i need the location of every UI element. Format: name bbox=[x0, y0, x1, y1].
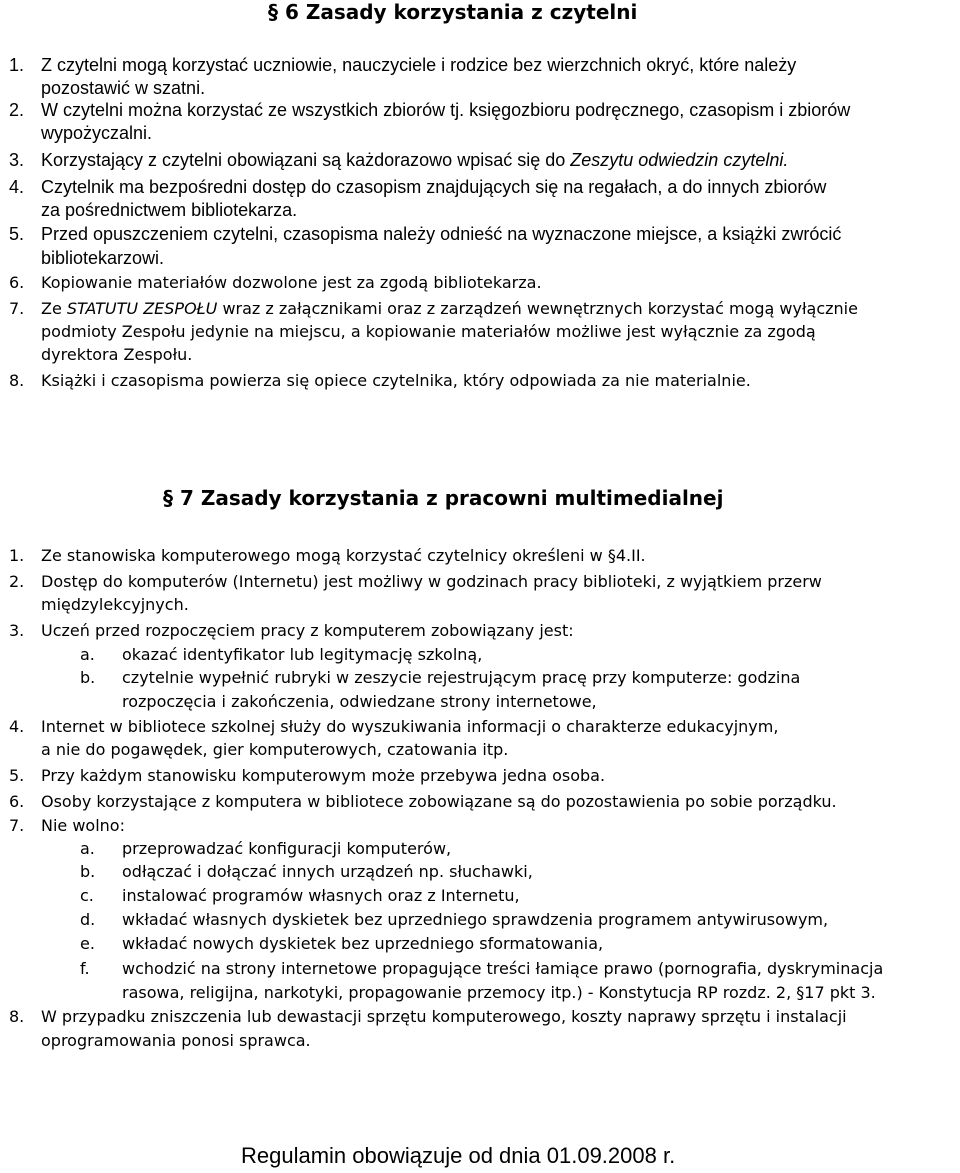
s7-item3b-line1: czytelnie wypełnić rubryki w zeszycie rejestrującym pracę przy komputerze: godzina bbox=[122, 668, 801, 687]
s6-item2-line2: wypożyczalni. bbox=[41, 123, 153, 143]
s7-item1-number: 1. bbox=[9, 546, 25, 565]
s7-item7d-line1: wkładać własnych dyskietek bez uprzedniego sprawdzenia programem antywirusowym, bbox=[122, 910, 829, 929]
s7-item4-line2: a nie do pogawędek, gier komputerowych, czatowania itp. bbox=[41, 740, 509, 759]
s7-item3-number: 3. bbox=[9, 621, 25, 640]
s6-item4-number: 4. bbox=[9, 177, 25, 197]
section-7-heading: § 7 Zasady korzystania z pracowni multimedialnej bbox=[163, 486, 724, 510]
s7-item4-line1: Internet w bibliotece szkolnej służy do wyszukiwania informacji o charakterze edukacyjnym, bbox=[41, 717, 779, 736]
s6-item1-line2: pozostawić w szatni. bbox=[41, 78, 206, 98]
s6-item7-line2: podmioty Zespołu jedynie na miejscu, a kopiowanie materiałów możliwe jest wyłącznie za zgodą bbox=[41, 322, 816, 341]
s7-item2-line2: międzylekcyjnych. bbox=[41, 595, 189, 614]
s7-item6-number: 6. bbox=[9, 792, 25, 811]
s7-item2-line1: Dostęp do komputerów (Internetu) jest możliwy w godzinach pracy biblioteki, z wyjątkiem przerw bbox=[41, 572, 822, 591]
s6-item8-number: 8. bbox=[9, 371, 25, 390]
s6-item3-number: 3. bbox=[9, 150, 25, 170]
s7-item7f-letter: f. bbox=[80, 959, 90, 978]
s7-item4-number: 4. bbox=[9, 717, 25, 736]
s6-item5-number: 5. bbox=[9, 224, 25, 244]
section-6-heading: § 6 Zasady korzystania z czytelni bbox=[268, 0, 638, 24]
s6-item7-number: 7. bbox=[9, 299, 25, 318]
s6-item7-text bbox=[41, 299, 858, 318]
s6-item6-line1: Kopiowanie materiałów dozwolone jest za zgodą bibliotekarza. bbox=[41, 273, 542, 292]
s7-item7c-letter: c. bbox=[80, 886, 94, 905]
s7-item7b-line1: odłączać i dołączać innych urządzeń np. słuchawki, bbox=[122, 862, 533, 881]
s6-item4-line2: za pośrednictwem bibliotekarza. bbox=[41, 200, 298, 220]
s7-item3a-line1: okazać identyfikator lub legitymację szkolną, bbox=[122, 645, 483, 664]
s6-item6-number: 6. bbox=[9, 273, 25, 292]
s6-item7-post: wraz z załącznikami oraz z zarządzeń wewnętrznych korzystać mogą wyłącznie bbox=[217, 299, 858, 318]
s7-item3-line1: Uczeń przed rozpoczęciem pracy z komputerem zobowiązany jest: bbox=[41, 621, 574, 640]
statut-zespolu-reference: STATUTU ZESPOŁU bbox=[66, 299, 218, 318]
s6-item3-text bbox=[41, 150, 788, 171]
s7-item1-line1: Ze stanowiska komputerowego mogą korzystać czytelnicy określeni w §4.II. bbox=[41, 546, 646, 565]
zeszyt-odwiedzin-reference: Zeszytu odwiedzin czytelni. bbox=[570, 150, 789, 170]
s6-item4-line1: Czytelnik ma bezpośredni dostęp do czasopism znajdujących się na regałach, a do innych zbiorów bbox=[41, 177, 827, 197]
s7-item7f-line2: rasowa, religijna, narkotyki, propagowanie przemocy itp.) - Konstytucja RP rozdz. 2, §17 pkt 3. bbox=[122, 983, 876, 1002]
s7-item8-line2: oprogramowania ponosi sprawca. bbox=[41, 1031, 311, 1050]
s7-item3b-letter: b. bbox=[80, 668, 96, 687]
s6-item5-line1: Przed opuszczeniem czytelni, czasopisma należy odnieść na wyznaczone miejsce, a książki zwrócić bbox=[41, 224, 842, 244]
s7-item8-number: 8. bbox=[9, 1007, 25, 1026]
s6-item7-pre: Ze bbox=[41, 299, 67, 318]
s7-item7a-line1: przeprowadzać konfiguracji komputerów, bbox=[122, 839, 452, 858]
s7-item7f-line1: wchodzić na strony internetowe propagujące treści łamiące prawo (pornografia, dyskryminacja bbox=[122, 959, 884, 978]
s7-item7d-letter: d. bbox=[80, 910, 96, 929]
s7-item2-number: 2. bbox=[9, 572, 25, 591]
s7-item7b-letter: b. bbox=[80, 862, 96, 881]
s7-item3a-letter: a. bbox=[80, 645, 95, 664]
s6-item3-pre: Korzystający z czytelni obowiązani są każdorazowo wpisać się do bbox=[41, 150, 571, 170]
s6-item1-line1: Z czytelni mogą korzystać uczniowie, nauczyciele i rodzice bez wierzchnich okryć, które należy bbox=[41, 55, 797, 75]
s7-item3b-line2: rozpoczęcia i zakończenia, odwiedzane strony internetowe, bbox=[122, 692, 597, 711]
s6-item2-line1: W czytelni można korzystać ze wszystkich zbiorów tj. księgozbioru podręcznego, czasopism i zbiorów bbox=[41, 100, 851, 120]
s7-item8-line1: W przypadku zniszczenia lub dewastacji sprzętu komputerowego, koszty naprawy sprzętu i instalacji bbox=[41, 1007, 847, 1026]
s7-item7c-line1: instalować programów własnych oraz z Internetu, bbox=[122, 886, 520, 905]
s6-item7-line3: dyrektora Zespołu. bbox=[41, 345, 193, 364]
s7-item7a-letter: a. bbox=[80, 839, 95, 858]
regulation-effective-date: Regulamin obowiązuje od dnia 01.09.2008 r. bbox=[241, 1143, 676, 1168]
s6-item2-number: 2. bbox=[9, 100, 25, 120]
s6-item1-number: 1. bbox=[9, 55, 25, 75]
s6-item5-line2: bibliotekarzowi. bbox=[41, 248, 165, 268]
s7-item5-number: 5. bbox=[9, 766, 25, 785]
s7-item7e-line1: wkładać nowych dyskietek bez uprzedniego sformatowania, bbox=[122, 934, 604, 953]
s6-item8-line1: Książki i czasopisma powierza się opiece czytelnika, który odpowiada za nie materialnie. bbox=[41, 371, 751, 390]
s7-item5-line1: Przy każdym stanowisku komputerowym może przebywa jedna osoba. bbox=[41, 766, 606, 785]
s7-item7-line1: Nie wolno: bbox=[41, 816, 125, 835]
s7-item7-number: 7. bbox=[9, 816, 25, 835]
s7-item7e-letter: e. bbox=[80, 934, 95, 953]
s7-item6-line1: Osoby korzystające z komputera w bibliotece zobowiązane są do pozostawienia po sobie porządku. bbox=[41, 792, 837, 811]
